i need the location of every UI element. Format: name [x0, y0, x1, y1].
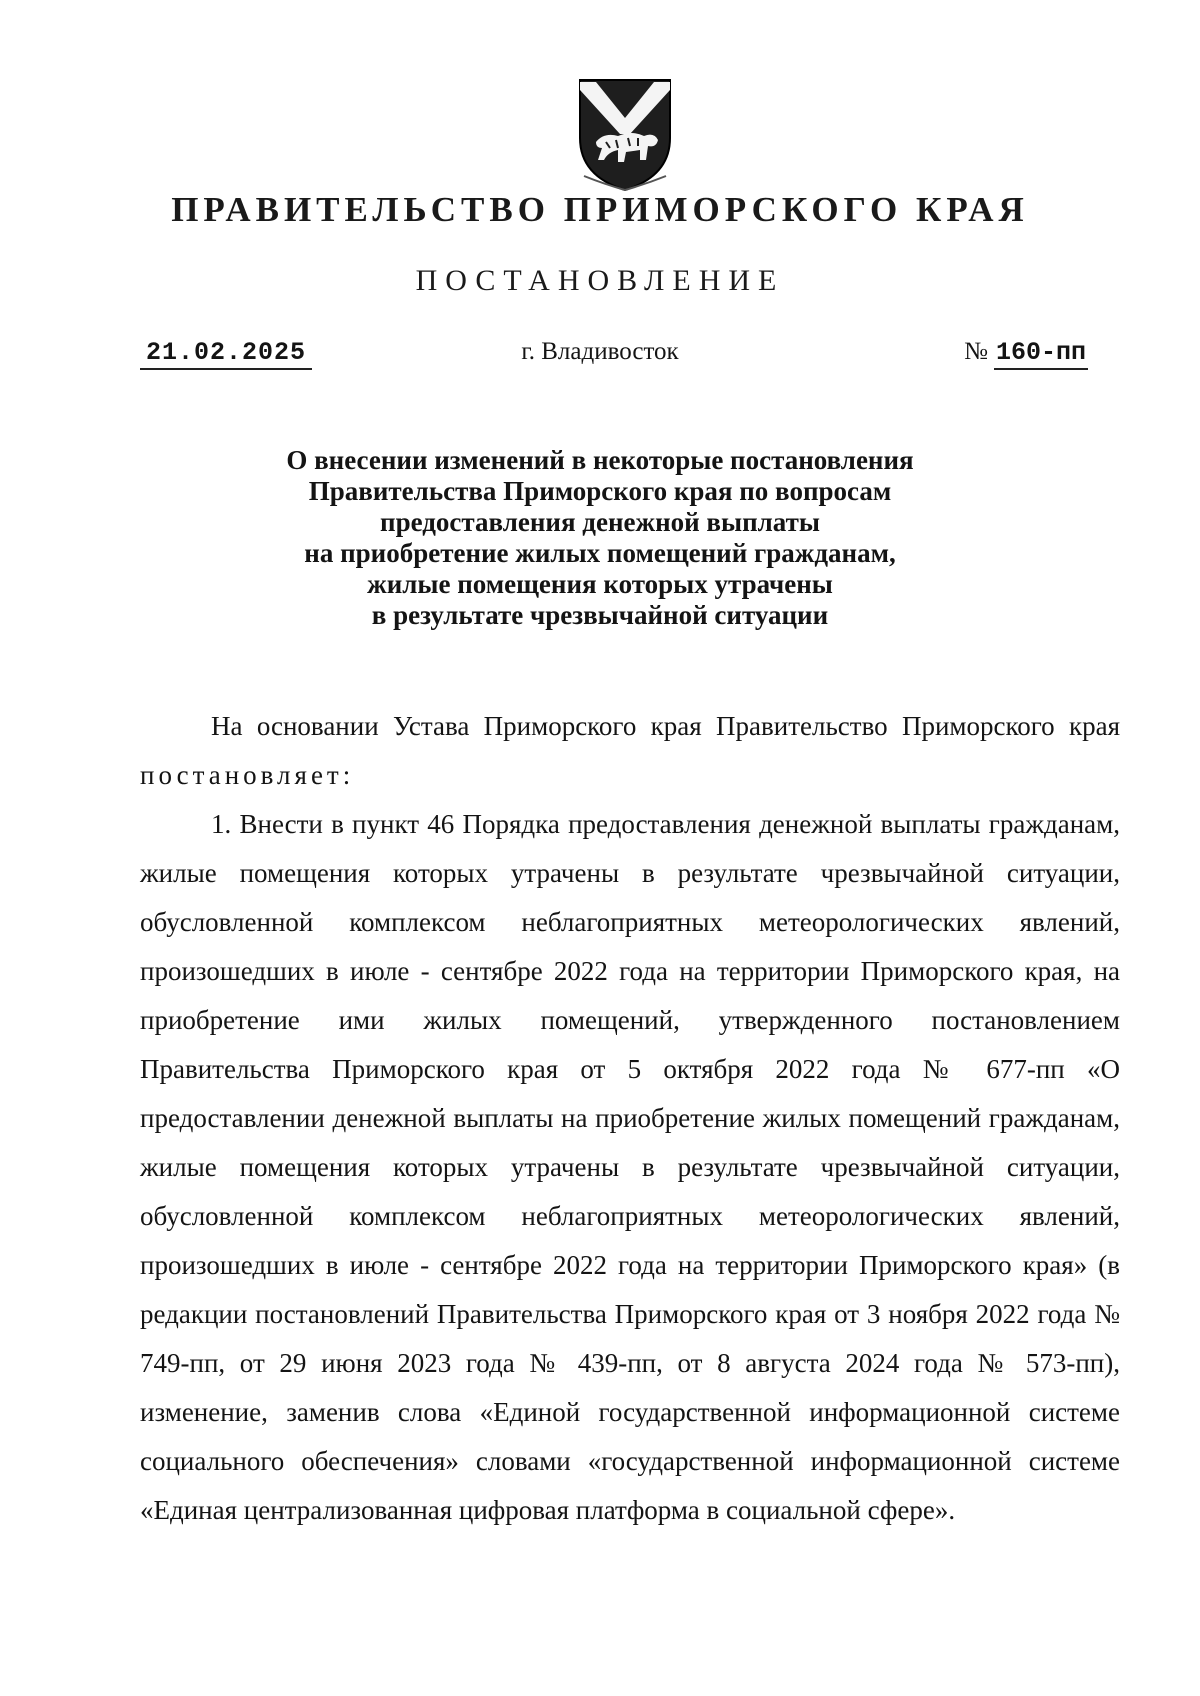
title-line: О внесении изменений в некоторые постановления: [286, 445, 914, 475]
number-value: 160-пп: [994, 338, 1088, 370]
document-body: [140, 702, 1120, 1535]
preamble-paragraph: [140, 702, 1120, 800]
coat-of-arms-icon: [574, 76, 676, 194]
resolves-word: постановляет:: [140, 760, 355, 790]
document-type: ПОСТАНОВЛЕНИЕ: [415, 264, 785, 297]
organization-name: ПРАВИТЕЛЬСТВО ПРИМОРСКОГО КРАЯ: [171, 190, 1029, 229]
title-line: Правительства Приморского края по вопросам: [308, 476, 892, 506]
item-1-paragraph: 1. Внести в пункт 46 Порядка предоставления денежной выплаты гражданам, жилые помещения которых утрачены в результате чрезвычайной ситуации, обусловленной комплексом неблагоприятных метеорологических явлений, произошедших в июле - сентябре 2022 года на территории Приморского края, на приобретение ими жилых помещений, утвержденного постановлением Правительства Приморского края от 5 октября 2022 года № 677-пп «О предоставлении денежной выплаты на приобретение жилых помещений гражданам, жилые помещения которых утрачены в результате чрезвычайной ситуации, обусловленной комплексом неблагоприятных метеорологических явлений, произошедших в июле - сентябре 2022 года на территории Приморского края» (в редакции постановлений Правительства Приморского края от 3 ноября 2022 года № 749-пп, от 29 июня 2023 года № 439-пп, от 8 августа 2024 года № 573-пп), изменение, заменив слова «Единой государственной информационной системе социального обеспечения» словами «государственной информационной системе «Единая централизованная цифровая платформа в социальной сфере».: [140, 809, 1120, 1525]
title-line: жилые помещения которых утрачены: [367, 569, 833, 599]
document-city: г. Владивосток: [521, 338, 679, 365]
number-sign: №: [964, 338, 988, 365]
title-line: в результате чрезвычайной ситуации: [371, 600, 829, 630]
document-title: [0, 445, 1200, 631]
title-line: предоставления денежной выплаты: [380, 507, 820, 537]
title-line: на приобретение жилых помещений гражданам,: [304, 538, 896, 568]
document-number: [964, 338, 1088, 367]
document-date: 21.02.2025: [140, 338, 312, 370]
preamble-text: На основании Устава Приморского края Правительство Приморского края: [211, 711, 1120, 741]
